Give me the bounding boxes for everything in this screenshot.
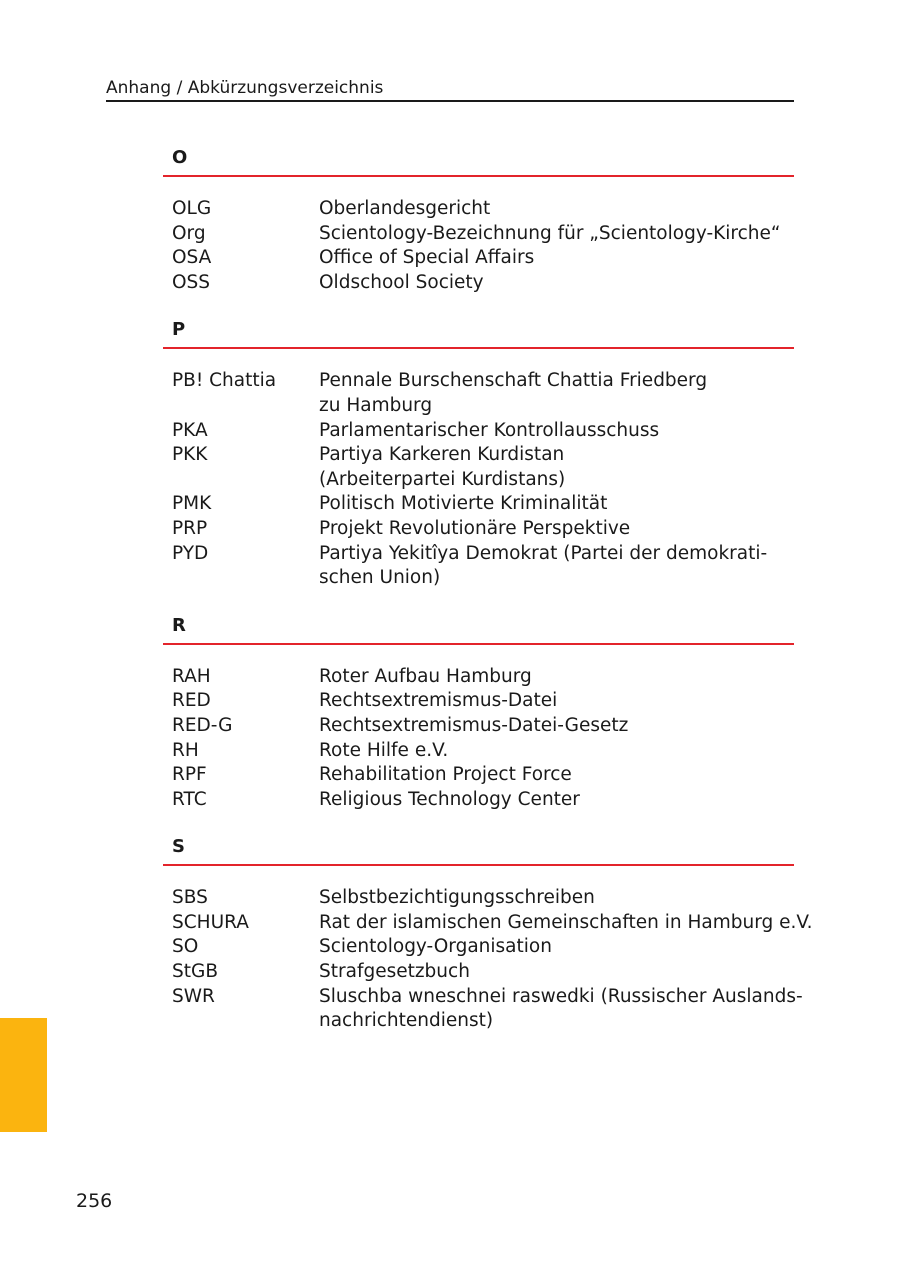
abbreviation: SWR	[172, 985, 215, 1007]
definition-line: (Arbeiterpartei Kurdistans)	[319, 468, 566, 490]
abbreviation: OSA	[172, 247, 212, 269]
definition	[319, 492, 794, 517]
abbreviation-entry	[163, 197, 794, 222]
abbreviation: RPF	[172, 764, 207, 786]
abbreviation-entry	[163, 271, 794, 296]
definition-line: Projekt Revolutionäre Perspektive	[319, 517, 631, 539]
abbreviation-entry	[163, 714, 794, 739]
abbreviation: PKK	[172, 444, 208, 466]
section-o	[163, 145, 794, 295]
abbreviation: RED	[172, 690, 211, 712]
definition-line: Politisch Motivierte Kriminalität	[319, 493, 608, 515]
definition	[319, 714, 794, 739]
definition	[319, 886, 794, 911]
definition	[319, 739, 794, 764]
definition-line: Rechtsextremismus-Datei-Gesetz	[319, 714, 629, 736]
abbreviation: RTC	[172, 788, 207, 810]
abbreviation: SCHURA	[172, 911, 249, 933]
entry-list	[163, 177, 794, 295]
definition	[319, 788, 794, 813]
definition-line: Partiya Yekitîya Demokrat (Partei der demokrati-	[319, 542, 768, 564]
abbreviation: PMK	[172, 493, 212, 515]
abbreviation-entry	[163, 517, 794, 542]
section-letter-heading: O	[163, 145, 794, 177]
definition-line: Rote Hilfe e.V.	[319, 739, 449, 761]
abbreviation-entry	[163, 739, 794, 764]
section-r	[163, 613, 794, 813]
abbreviation-entry	[163, 665, 794, 690]
page-number: 256	[76, 1190, 113, 1212]
definition-line: Parlamentarischer Kontrollausschuss	[319, 419, 660, 441]
abbreviation: OLG	[172, 198, 212, 219]
definition-line: Sluschba wneschnei raswedki (Russischer Auslands-	[319, 985, 803, 1007]
abbreviation: PYD	[172, 542, 209, 564]
abbreviation: RAH	[172, 665, 211, 687]
abbreviation-entry	[163, 886, 794, 911]
abbreviation-entry	[163, 763, 794, 788]
definition-line: Scientology-Organisation	[319, 936, 552, 958]
definition-line: schen Union)	[319, 567, 441, 589]
abbreviation-entry	[163, 492, 794, 517]
definition-line: Selbstbezichtigungsschreiben	[319, 887, 595, 909]
entry-list	[163, 645, 794, 813]
abbreviation-entry	[163, 246, 794, 271]
running-header	[106, 76, 794, 102]
definition	[319, 517, 794, 542]
abbreviation-entry	[163, 443, 794, 492]
abbreviation: PKA	[172, 419, 208, 441]
definition	[319, 222, 794, 247]
abbreviation: SO	[172, 936, 199, 958]
definition-line: Partiya Karkeren Kurdistan	[319, 444, 565, 466]
definition-line: Strafgesetzbuch	[319, 961, 470, 983]
definition-line: Pennale Burschenschaft Chattia Friedberg	[319, 370, 708, 392]
abbreviation: SBS	[172, 887, 208, 909]
abbreviation-entry	[163, 935, 794, 960]
definition	[319, 665, 794, 690]
section-letter-heading: R	[163, 613, 794, 645]
abbreviation-list	[163, 145, 813, 1056]
section-letter-heading: P	[163, 317, 794, 349]
definition	[319, 271, 794, 296]
abbreviation-entry	[163, 985, 803, 1034]
abbreviation-entry	[163, 689, 794, 714]
definition	[319, 246, 794, 271]
chapter-tab-marker	[0, 1018, 47, 1132]
abbreviation-entry	[163, 960, 794, 985]
definition	[319, 542, 794, 591]
definition	[319, 763, 794, 788]
definition-line: Religious Technology Center	[319, 788, 580, 810]
abbreviation-entry	[163, 788, 794, 813]
abbreviation: OSS	[172, 271, 211, 293]
definition-line: Rechtsextremismus-Datei	[319, 690, 558, 712]
definition-line: Rat der islamischen Gemeinschaften in Hamburg e.V.	[319, 911, 813, 933]
definition-line: Office of Special Affairs	[319, 247, 535, 269]
abbreviation: RH	[172, 739, 199, 761]
abbreviation: StGB	[172, 961, 219, 983]
definition-line: nachrichtendienst)	[319, 1010, 494, 1032]
definition-line: Scientology-Bezeichnung für „Scientology-Kirche“	[319, 222, 781, 244]
definition	[319, 443, 794, 492]
abbreviation-entry	[163, 369, 794, 418]
section-p	[163, 317, 794, 590]
running-header-title: Anhang / Abkürzungsverzeichnis	[106, 78, 384, 98]
abbreviation: PRP	[172, 517, 208, 539]
abbreviation-entry	[163, 542, 794, 591]
entry-list	[163, 866, 813, 1034]
section-letter-heading: S	[163, 834, 794, 866]
definition-line: zu Hamburg	[319, 394, 433, 416]
definition-line: Rehabilitation Project Force	[319, 764, 572, 786]
definition-line: Oldschool Society	[319, 271, 484, 293]
abbreviation: RED-G	[172, 714, 233, 736]
definition	[319, 935, 794, 960]
definition-line: Oberlandesgericht	[319, 198, 491, 219]
entry-list	[163, 349, 794, 590]
definition	[319, 197, 794, 222]
definition	[319, 985, 803, 1034]
abbreviation-entry	[163, 222, 794, 247]
section-s	[163, 834, 813, 1034]
definition	[319, 369, 794, 418]
abbreviation: Org	[172, 222, 206, 244]
definition	[319, 689, 794, 714]
abbreviation-entry	[163, 911, 813, 936]
definition	[319, 960, 794, 985]
abbreviation: PB! Chattia	[172, 370, 277, 392]
definition	[319, 419, 794, 444]
abbreviation-entry	[163, 419, 794, 444]
definition	[319, 911, 813, 936]
definition-line: Roter Aufbau Hamburg	[319, 665, 532, 687]
